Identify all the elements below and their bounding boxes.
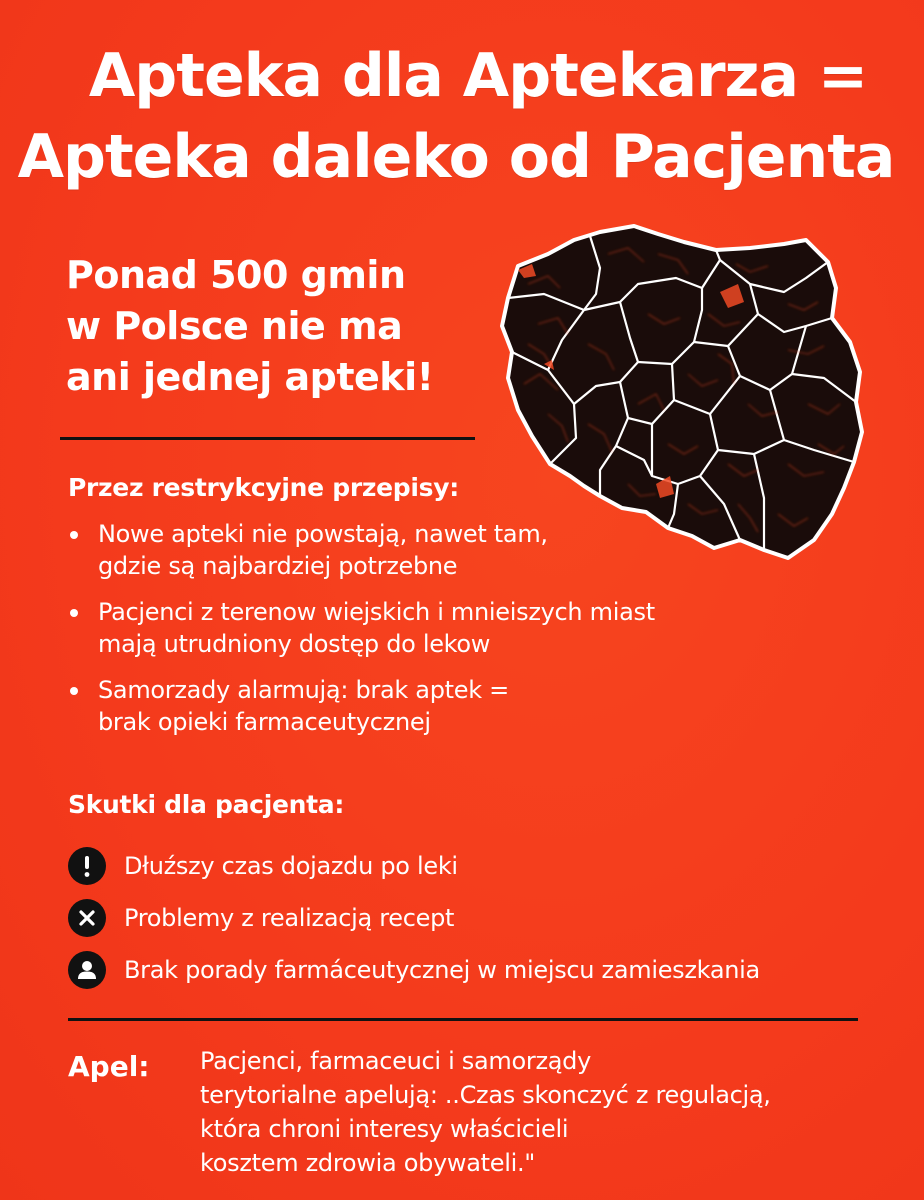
appeal-line-1: Pacjenci, farmaceuci i samorządy: [200, 1047, 591, 1075]
person-icon: [68, 951, 106, 989]
appeal-text: [200, 1044, 910, 1180]
divider-top: [60, 437, 475, 440]
appeal-label: Apel:: [68, 1050, 150, 1083]
lead-statement: [66, 250, 486, 403]
lead-line-3: ani jednej apteki!: [66, 355, 434, 399]
effect-label: Problemy z realizacją recept: [124, 904, 455, 932]
list-item-line-1: Pacjenci z terenow wiejskich i mnieiszych miast: [98, 598, 655, 626]
appeal-line-4: kosztem zdrowia obywateli.": [200, 1149, 536, 1177]
appeal-line-2: terytorialne apelują: ..Czas skonczyć z regulacją,: [200, 1081, 771, 1109]
divider-bottom: [68, 1018, 858, 1021]
effects-list: [68, 840, 898, 996]
list-item-line-2: mają utrudniony dostęp do lekow: [98, 630, 491, 658]
list-item: [68, 944, 898, 996]
list-item-line-1: Nowe apteki nie powstają, nawet tam,: [98, 520, 548, 548]
bullet-dot-icon: [70, 609, 78, 617]
effect-label: Dłuźszy czas dojazdu po leki: [124, 852, 458, 880]
list-item-line-2: brak opieki farmaceutycznej: [98, 708, 431, 736]
bullet-dot-icon: [70, 531, 78, 539]
close-icon: [68, 899, 106, 937]
appeal-line-3: która chroni interesy właścicieli: [200, 1115, 569, 1143]
list-item: [66, 518, 806, 582]
headline-line-2: Apteka daleko od Pacjenta: [17, 122, 895, 192]
poland-map-image: [488, 214, 872, 570]
list-item: [66, 596, 806, 660]
list-item: [68, 892, 898, 944]
effects-title: Skutki dla pacjenta:: [68, 790, 345, 819]
restrictions-title: Przez restrykcyjne przepisy:: [68, 473, 459, 502]
list-item: [66, 674, 806, 738]
lead-line-2: w Polsce nie ma: [66, 304, 403, 348]
headline-line-1: Apteka dla Aptekarza =: [88, 41, 868, 111]
exclamation-icon: [68, 847, 106, 885]
lead-line-1: Ponad 500 gmin: [66, 253, 406, 297]
effect-label: Brak porady farmáceutycznej w miejscu zamieszkania: [124, 956, 760, 984]
bullet-dot-icon: [70, 687, 78, 695]
list-item: [68, 840, 898, 892]
list-item-line-1: Samorzady alarmują: brak aptek =: [98, 676, 509, 704]
restrictions-list: [66, 518, 806, 752]
list-item-line-2: gdzie są najbardziej potrzebne: [98, 552, 458, 580]
